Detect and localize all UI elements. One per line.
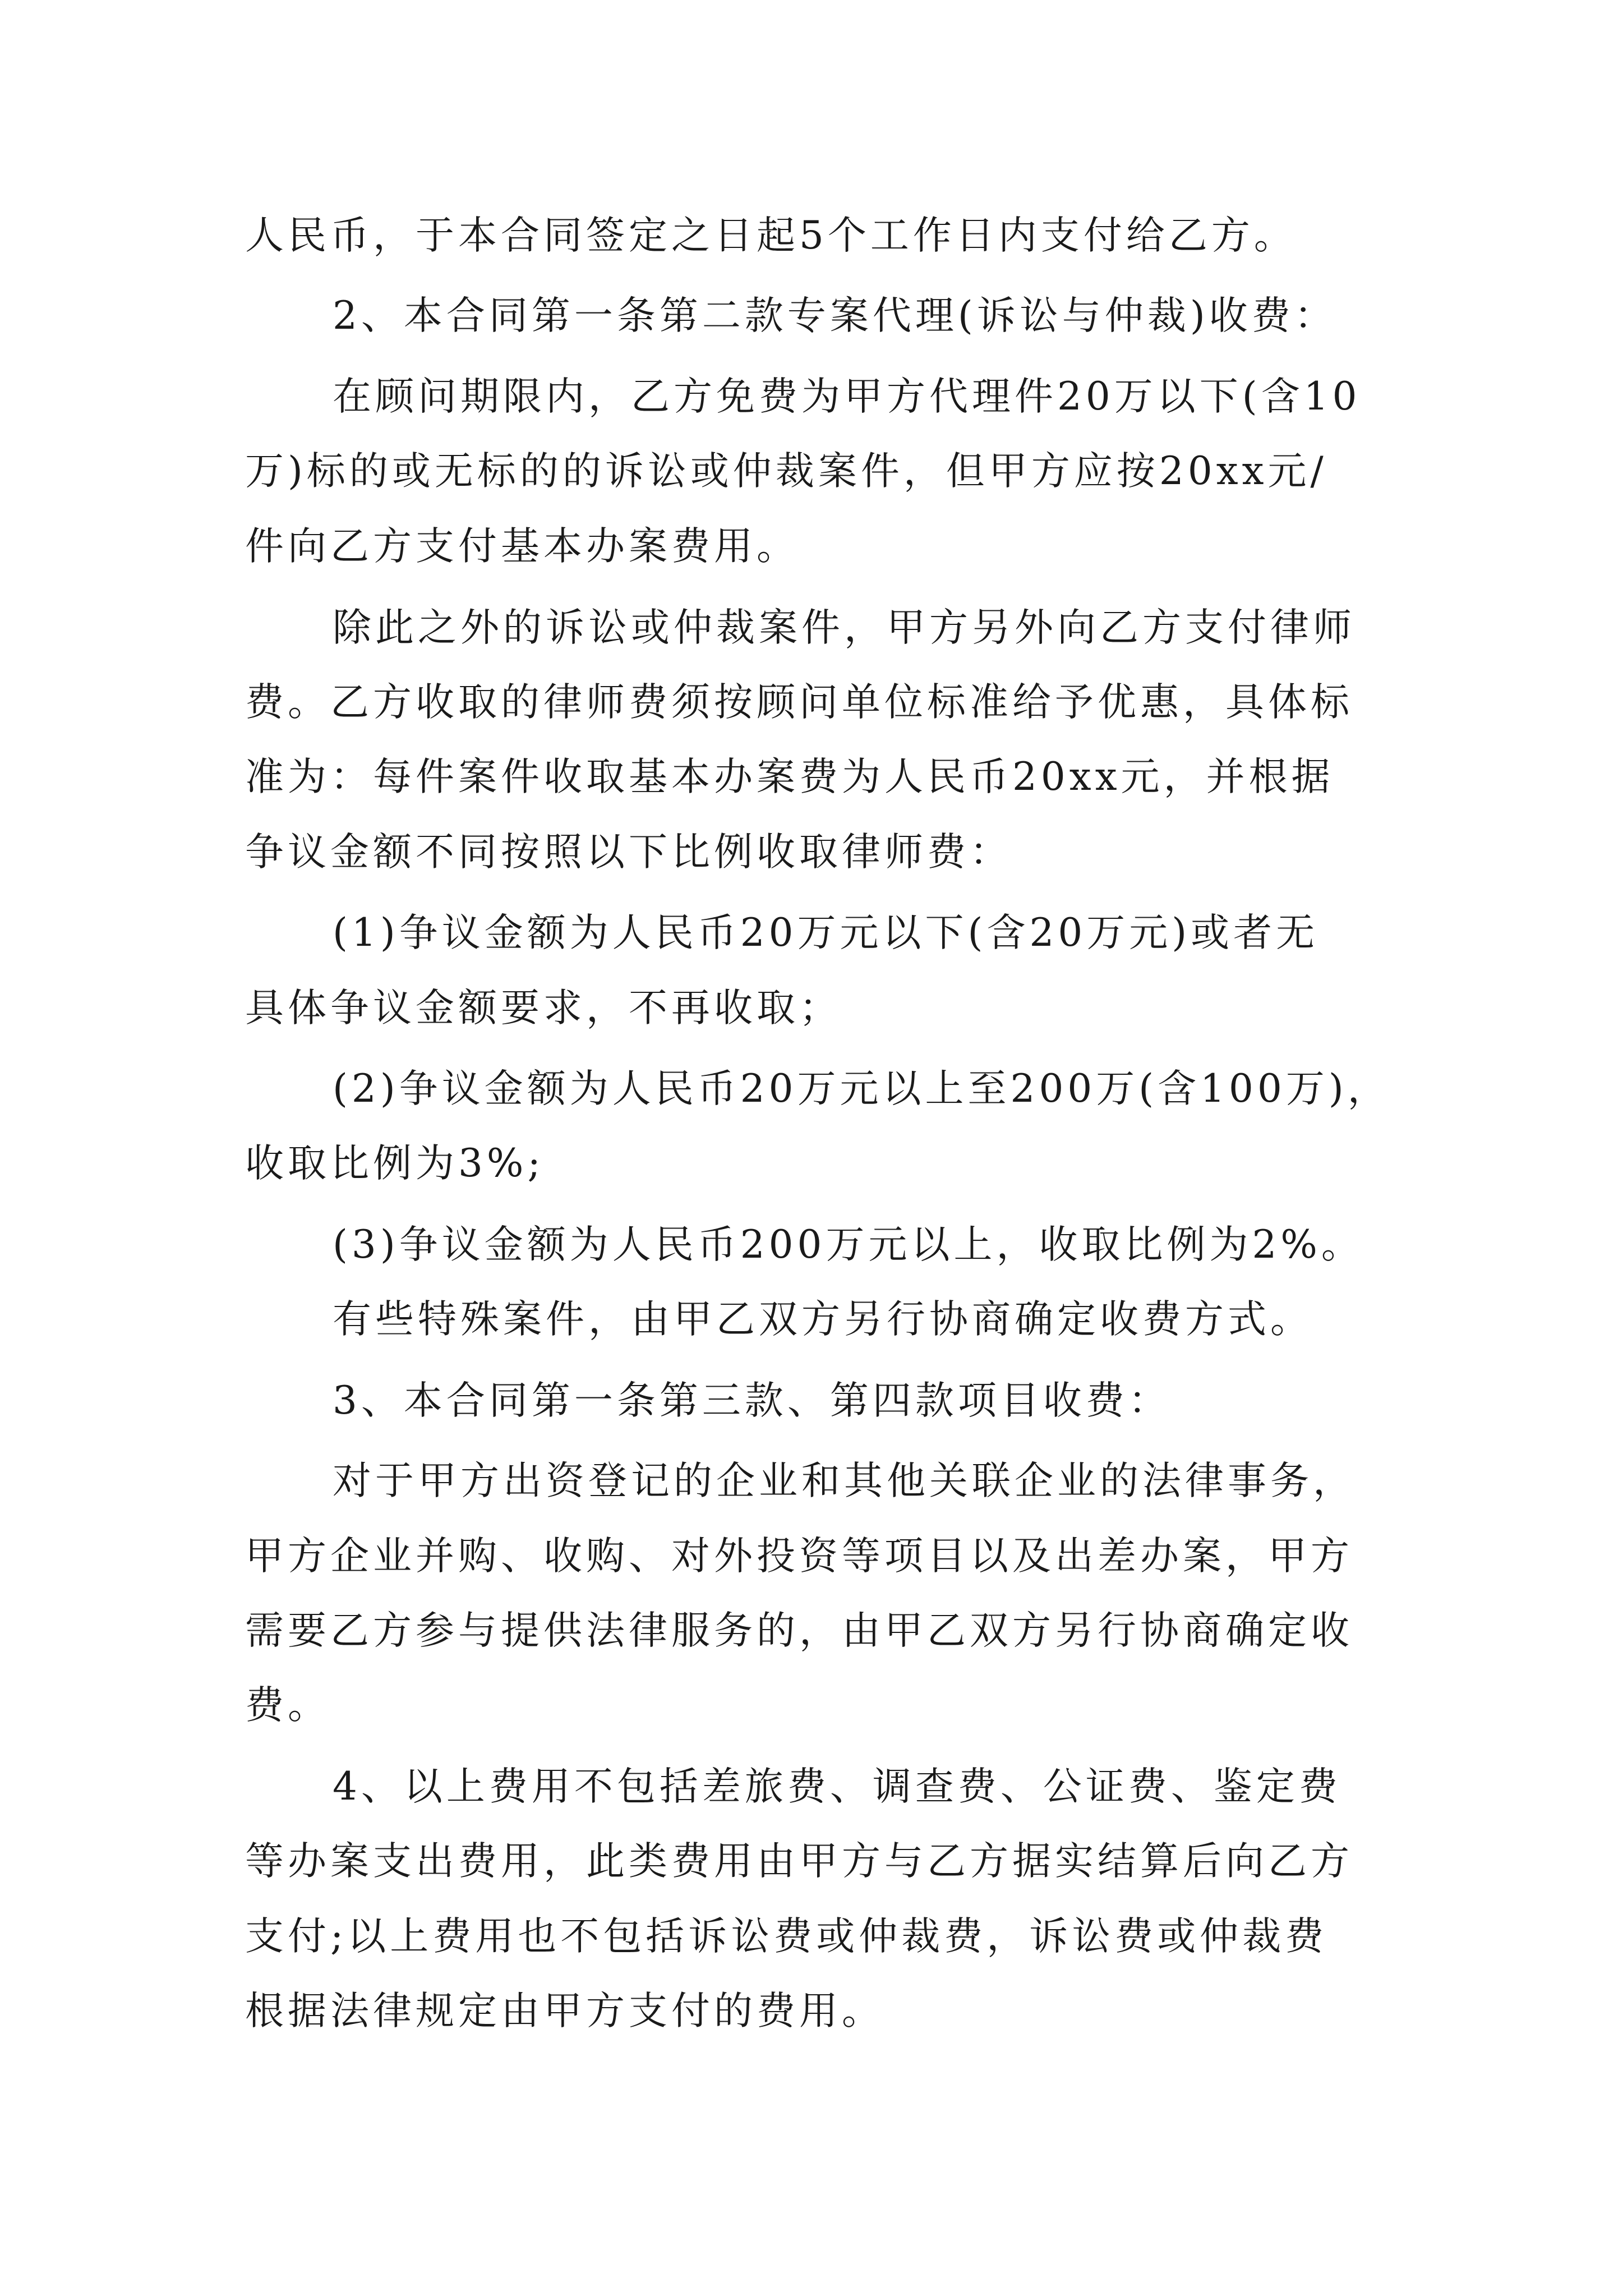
- text-line: 4、以上费用不包括差旅费、调查费、公证费、鉴定费: [333, 1764, 1341, 1809]
- text-line: 对于甲方出资登记的企业和其他关联企业的法律事务，: [333, 1458, 1355, 1503]
- text-line: 等办案支出费用，此类费用由甲方与乙方据实结算后向乙方: [245, 1839, 1353, 1884]
- text-line: 甲方企业并购、收购、对外投资等项目以及出差办案，甲方: [245, 1534, 1353, 1579]
- text-line: 2、本合同第一条第二款专案代理(诉讼与仲裁)收费：: [333, 293, 1337, 338]
- text-line: 支付;以上费用也不包括诉讼费或仲裁费，诉讼费或仲裁费: [245, 1914, 1328, 1959]
- text-line: 需要乙方参与提供法律服务的，由甲乙双方另行协商确定收: [245, 1608, 1353, 1653]
- text-line: 收取比例为3%;: [245, 1141, 545, 1186]
- text-line: 具体争议金额要求，不再收取；: [245, 986, 842, 1030]
- text-line: 准为：每件案件收取基本办案费为人民币20xx元，并根据: [245, 754, 1334, 799]
- text-line: 费。: [245, 1683, 330, 1728]
- text-line: 有些特殊案件，由甲乙双方另行协商确定收费方式。: [333, 1297, 1313, 1342]
- text-line: 根据法律规定由甲方支付的费用。: [245, 1989, 884, 2033]
- text-line: (3)争议金额为人民币200万元以上，收取比例为2%。: [333, 1222, 1364, 1267]
- text-line: 争议金额不同按照以下比例收取律师费：: [245, 830, 1012, 875]
- text-line: (2)争议金额为人民币20万元以上至200万(含100万)，: [333, 1066, 1390, 1111]
- text-line: 万)标的或无标的的诉讼或仲裁案件，但甲方应按20xx元/: [245, 449, 1327, 494]
- text-line: (1)争议金额为人民币20万元以下(含20万元)或者无: [333, 910, 1319, 955]
- text-line: 3、本合同第一条第三款、第四款项目收费：: [333, 1378, 1171, 1423]
- text-line: 费。乙方收取的律师费须按顾问单位标准给予优惠，具体标: [245, 680, 1353, 725]
- text-line: 在顾问期限内，乙方免费为甲方代理件20万以下(含10: [333, 374, 1361, 419]
- text-line: 人民币，于本合同签定之日起5个工作日内支付给乙方。: [245, 213, 1297, 258]
- text-line: 除此之外的诉讼或仲裁案件，甲方另外向乙方支付律师: [333, 605, 1355, 650]
- text-line: 件向乙方支付基本办案费用。: [245, 524, 799, 569]
